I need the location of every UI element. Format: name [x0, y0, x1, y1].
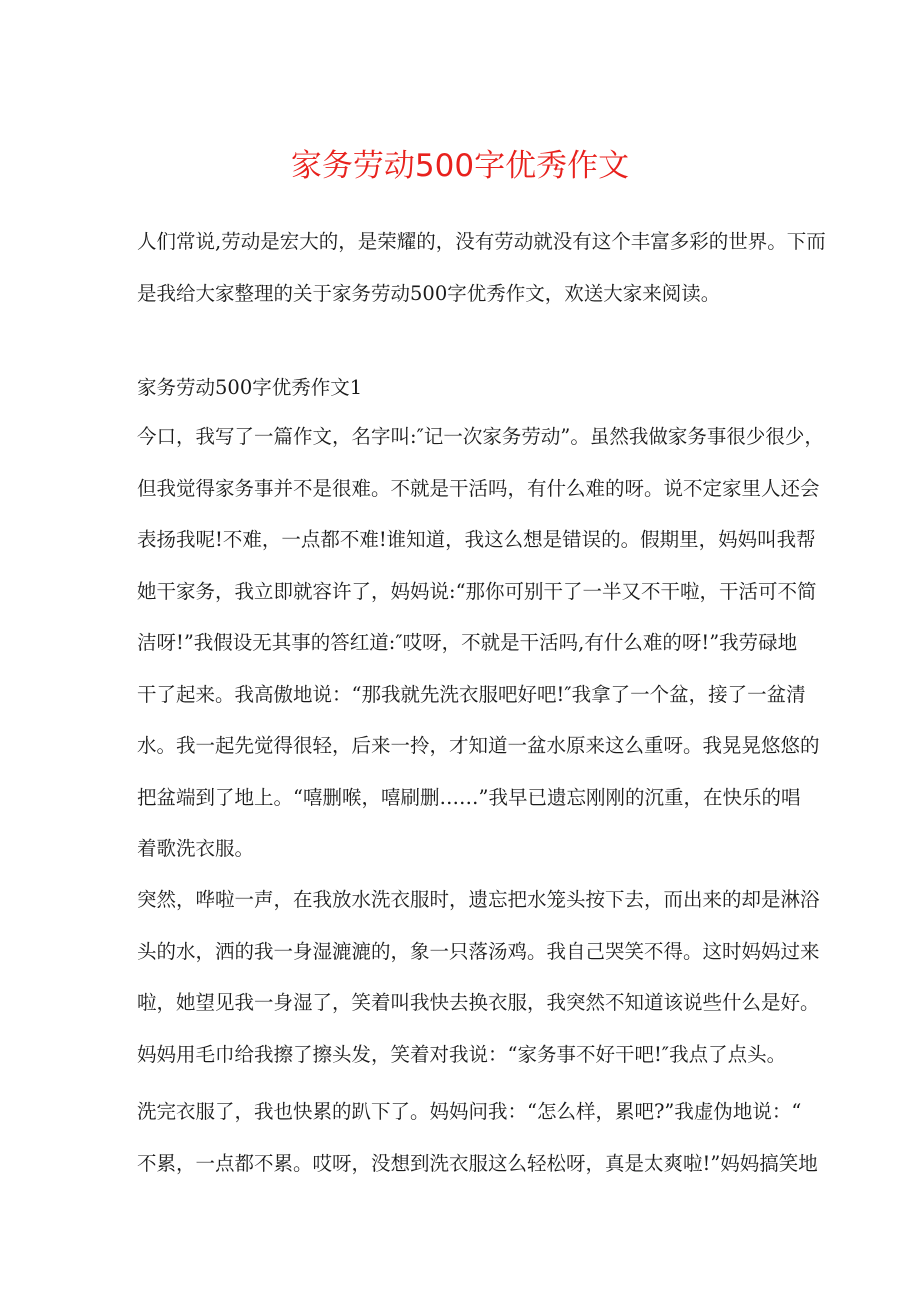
- paragraph-line: 着歌洗衣服。: [137, 837, 255, 860]
- paragraph-line: 不累，一点都不累。哎呀，没想到洗衣服这么轻松呀，真是太爽啦!”妈妈搞笑地: [137, 1152, 818, 1175]
- paragraph-line: 头的水，洒的我一身湿漉漉的，象一只落汤鸡。我自己哭笑不得。这时妈妈过来: [137, 940, 820, 963]
- paragraph-line: 妈妈用毛巾给我擦了擦头发，笑着对我说：“家务事不好干吧!″我点了点头。: [137, 1043, 787, 1066]
- section-heading: 家务劳动500字优秀作文1: [137, 376, 363, 399]
- paragraph-line: 干了起来。我高傲地说：“那我就先洗衣服吧好吧!″我拿了一个盆，接了一盆清: [137, 683, 806, 706]
- paragraph-line: 把盆端到了地上。“嘻删喉，嘻刷删……”我早已遗忘刚刚的沉重，在快乐的唱: [137, 786, 801, 809]
- intro-line: 是我给大家整理的关于家务劳动500字优秀作文，欢送大家来阅读。: [137, 282, 721, 305]
- paragraph-line: 突然，哗啦一声，在我放水洗衣服时，遗忘把水笼头按下去，而出来的却是淋浴: [137, 888, 820, 911]
- intro-line: 人们常说,劳动是宏大的，是荣耀的，没有劳动就没有这个丰富多彩的世界。下而: [137, 230, 826, 253]
- paragraph-line: 今口，我写了一篇作文，名字叫:″记一次家务劳动”。虽然我做家务事很少很少，: [137, 425, 824, 448]
- document-title: 家务劳动500字优秀作文: [290, 148, 630, 184]
- paragraph-line: 洗完衣服了，我也快累的趴下了。妈妈问我：“怎么样，累吧?”我虚伪地说：“: [137, 1100, 802, 1123]
- paragraph-line: 但我觉得家务事并不是很难。不就是干活吗，有什么难的呀。说不定家里人还会: [137, 477, 820, 500]
- paragraph-line: 洁呀!”我假设无其事的答红道:″哎呀，不就是干活吗,有什么难的呀!”我劳碌地: [137, 631, 798, 654]
- paragraph-line: 她干家务，我立即就容许了，妈妈说:“那你可别干了一半又不干啦，干活可不简: [137, 580, 817, 603]
- paragraph-line: 啦，她望见我一身湿了，笑着叫我快去换衣服，我突然不知道该说些什么是好。: [137, 991, 820, 1014]
- paragraph-line: 水。我一起先觉得很轻，后来一拎，才知道一盆水原来这么重呀。我晃晃悠悠的: [137, 734, 820, 757]
- paragraph-line: 表扬我呢!不难，一点都不难!谁知道，我这么想是错误的。假期里，妈妈叫我帮: [137, 528, 816, 551]
